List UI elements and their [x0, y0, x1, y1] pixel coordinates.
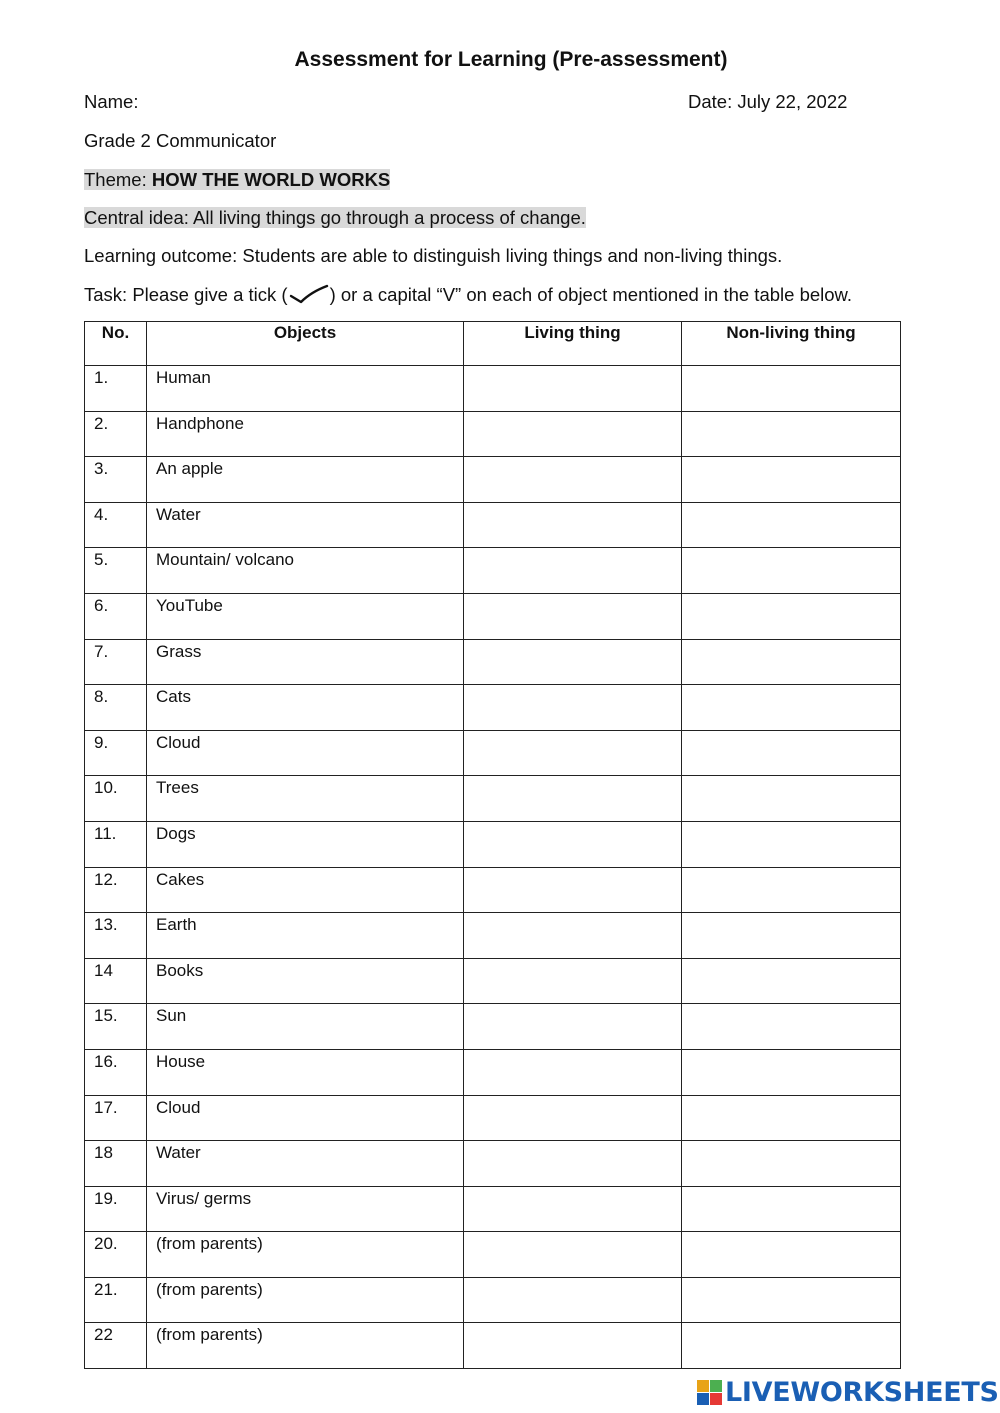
learning-outcome: Learning outcome: Students are able to distinguish living things and non-living things. — [84, 245, 783, 266]
table-row — [85, 411, 901, 457]
living-thing-cell[interactable] — [464, 639, 682, 685]
living-thing-cell[interactable] — [464, 366, 682, 412]
table-row — [85, 457, 901, 503]
row-number: 14 — [85, 958, 147, 1004]
table-row — [85, 685, 901, 731]
header-non-living-thing: Non-living thing — [682, 322, 901, 366]
table-row — [85, 1049, 901, 1095]
table-row — [85, 958, 901, 1004]
row-object: Sun — [147, 1004, 464, 1050]
living-thing-cell[interactable] — [464, 1049, 682, 1095]
row-object: Grass — [147, 639, 464, 685]
row-object: (from parents) — [147, 1232, 464, 1278]
brand-text: LIVEWORKSHEETS — [725, 1377, 999, 1408]
row-number: 6. — [85, 593, 147, 639]
row-object: House — [147, 1049, 464, 1095]
central-idea: Central idea: All living things go through a process of change. — [84, 207, 586, 228]
row-number: 19. — [85, 1186, 147, 1232]
row-number: 12. — [85, 867, 147, 913]
living-thing-cell[interactable] — [464, 411, 682, 457]
living-thing-cell[interactable] — [464, 776, 682, 822]
living-thing-cell[interactable] — [464, 1095, 682, 1141]
table-row — [85, 548, 901, 594]
living-thing-cell[interactable] — [464, 1186, 682, 1232]
central-idea-line — [84, 207, 586, 229]
table-header-row — [85, 322, 901, 366]
table-row — [85, 1095, 901, 1141]
non-living-thing-cell[interactable] — [682, 502, 901, 548]
row-object: Human — [147, 366, 464, 412]
table-row — [85, 821, 901, 867]
living-thing-cell[interactable] — [464, 867, 682, 913]
row-number: 13. — [85, 913, 147, 959]
table-row — [85, 1323, 901, 1369]
non-living-thing-cell[interactable] — [682, 730, 901, 776]
row-object: Mountain/ volcano — [147, 548, 464, 594]
row-number: 21. — [85, 1277, 147, 1323]
table-row — [85, 593, 901, 639]
row-object: Water — [147, 502, 464, 548]
row-number: 2. — [85, 411, 147, 457]
theme-label: Theme: — [84, 169, 152, 190]
row-object: Books — [147, 958, 464, 1004]
date-label: Date: July 22, 2022 — [688, 91, 848, 112]
living-thing-cell[interactable] — [464, 1277, 682, 1323]
liveworksheets-logo-icon — [697, 1380, 723, 1406]
row-object: An apple — [147, 457, 464, 503]
row-object: Earth — [147, 913, 464, 959]
page-title: Assessment for Learning (Pre-assessment) — [294, 48, 728, 71]
row-number: 17. — [85, 1095, 147, 1141]
table-row — [85, 730, 901, 776]
non-living-thing-cell[interactable] — [682, 366, 901, 412]
non-living-thing-cell[interactable] — [682, 548, 901, 594]
row-number: 10. — [85, 776, 147, 822]
non-living-thing-cell[interactable] — [682, 1323, 901, 1369]
table-row — [85, 1232, 901, 1278]
row-number: 1. — [85, 366, 147, 412]
table-row — [85, 502, 901, 548]
row-object: (from parents) — [147, 1277, 464, 1323]
task-text-before: Task: Please give a tick ( — [84, 284, 288, 305]
living-thing-cell[interactable] — [464, 1323, 682, 1369]
row-object: Water — [147, 1141, 464, 1187]
non-living-thing-cell[interactable] — [682, 867, 901, 913]
table-row — [85, 776, 901, 822]
row-object: Handphone — [147, 411, 464, 457]
living-thing-cell[interactable] — [464, 1141, 682, 1187]
non-living-thing-cell[interactable] — [682, 1186, 901, 1232]
theme-value: HOW THE WORLD WORKS — [151, 169, 391, 190]
theme-line — [84, 169, 390, 191]
living-thing-cell[interactable] — [464, 457, 682, 503]
row-object: Cloud — [147, 730, 464, 776]
tick-icon — [289, 284, 329, 304]
non-living-thing-cell[interactable] — [682, 639, 901, 685]
row-number: 4. — [85, 502, 147, 548]
non-living-thing-cell[interactable] — [682, 913, 901, 959]
row-object: Cats — [147, 685, 464, 731]
row-number: 11. — [85, 821, 147, 867]
non-living-thing-cell[interactable] — [682, 1095, 901, 1141]
row-number: 9. — [85, 730, 147, 776]
row-object: Virus/ germs — [147, 1186, 464, 1232]
liveworksheets-brand — [697, 1377, 999, 1408]
table-row — [85, 1004, 901, 1050]
assessment-table — [84, 321, 901, 1369]
row-object: YouTube — [147, 593, 464, 639]
row-number: 16. — [85, 1049, 147, 1095]
non-living-thing-cell[interactable] — [682, 1141, 901, 1187]
living-thing-cell[interactable] — [464, 958, 682, 1004]
row-object: (from parents) — [147, 1323, 464, 1369]
non-living-thing-cell[interactable] — [682, 958, 901, 1004]
living-thing-cell[interactable] — [464, 548, 682, 594]
header-objects: Objects — [147, 322, 464, 366]
living-thing-cell[interactable] — [464, 1004, 682, 1050]
living-thing-cell[interactable] — [464, 502, 682, 548]
living-thing-cell[interactable] — [464, 1232, 682, 1278]
row-object: Dogs — [147, 821, 464, 867]
table-row — [85, 913, 901, 959]
row-object: Cloud — [147, 1095, 464, 1141]
non-living-thing-cell[interactable] — [682, 776, 901, 822]
table-row — [85, 639, 901, 685]
row-number: 15. — [85, 1004, 147, 1050]
table-row — [85, 1186, 901, 1232]
living-thing-cell[interactable] — [464, 685, 682, 731]
non-living-thing-cell[interactable] — [682, 457, 901, 503]
living-thing-cell[interactable] — [464, 821, 682, 867]
row-object: Cakes — [147, 867, 464, 913]
row-number: 20. — [85, 1232, 147, 1278]
non-living-thing-cell[interactable] — [682, 593, 901, 639]
row-object: Trees — [147, 776, 464, 822]
non-living-thing-cell[interactable] — [682, 411, 901, 457]
table-row — [85, 1141, 901, 1187]
non-living-thing-cell[interactable] — [682, 1277, 901, 1323]
row-number: 5. — [85, 548, 147, 594]
header-no: No. — [85, 322, 147, 366]
living-thing-cell[interactable] — [464, 593, 682, 639]
living-thing-cell[interactable] — [464, 730, 682, 776]
task-text-after: ) or a capital “V” on each of object mentioned in the table below. — [329, 284, 853, 305]
row-number: 7. — [85, 639, 147, 685]
non-living-thing-cell[interactable] — [682, 821, 901, 867]
non-living-thing-cell[interactable] — [682, 685, 901, 731]
table-row — [85, 867, 901, 913]
non-living-thing-cell[interactable] — [682, 1004, 901, 1050]
row-number: 8. — [85, 685, 147, 731]
non-living-thing-cell[interactable] — [682, 1049, 901, 1095]
row-number: 18 — [85, 1141, 147, 1187]
row-number: 22 — [85, 1323, 147, 1369]
grade-label: Grade 2 Communicator — [84, 130, 277, 151]
name-label: Name: — [84, 91, 139, 112]
living-thing-cell[interactable] — [464, 913, 682, 959]
table-row — [85, 366, 901, 412]
task-line — [84, 284, 852, 306]
row-number: 3. — [85, 457, 147, 503]
non-living-thing-cell[interactable] — [682, 1232, 901, 1278]
table-row — [85, 1277, 901, 1323]
header-living-thing: Living thing — [464, 322, 682, 366]
